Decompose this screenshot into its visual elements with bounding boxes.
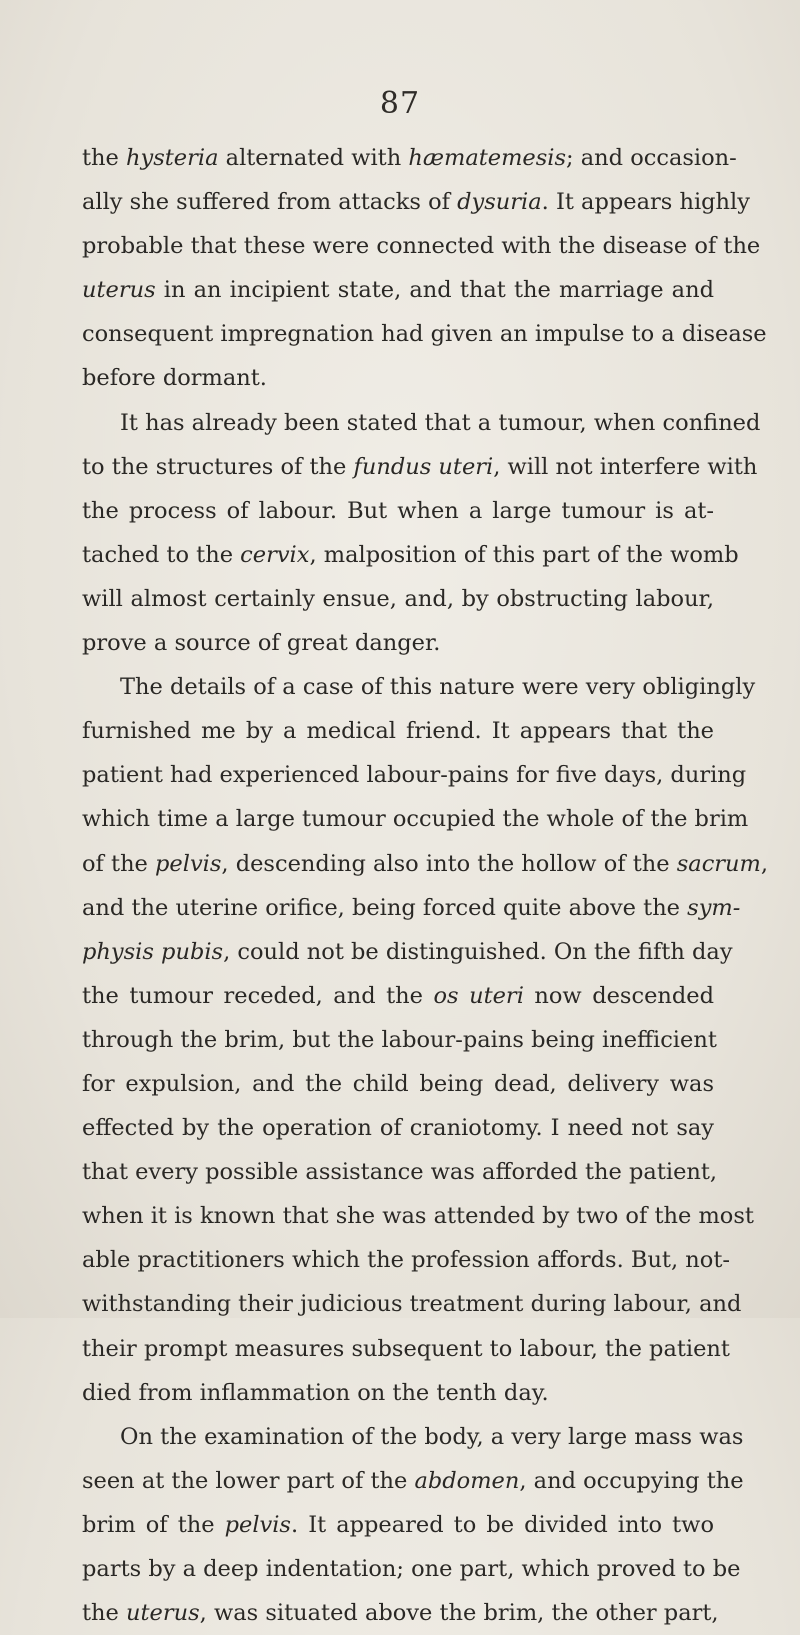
text-line — [82, 1018, 717, 1062]
italic-text: physis pubis — [82, 938, 224, 965]
italic-text: uterus — [82, 277, 156, 304]
text-line — [82, 1238, 730, 1282]
text-line — [82, 1503, 714, 1547]
text-segment: the tumour receded, and the — [82, 982, 434, 1009]
text-segment: able practitioners which the profession affords. But, not- — [82, 1247, 730, 1274]
text-segment: of the — [82, 850, 156, 877]
text-segment: died from inflammation on the tenth day. — [82, 1379, 549, 1406]
text-line — [82, 180, 750, 224]
italic-text: dysuria — [457, 189, 542, 216]
text-segment: their prompt measures subsequent to labour, the patient — [82, 1335, 730, 1362]
text-line — [82, 1547, 741, 1591]
text-line — [82, 797, 749, 841]
text-line — [82, 1282, 742, 1326]
text-segment: prove a source of great danger. — [82, 630, 441, 657]
text-line — [82, 1591, 719, 1635]
italic-text: hysteria — [126, 145, 219, 171]
text-segment: for expulsion, and the child being dead, delivery was — [82, 1070, 714, 1097]
text-line — [82, 842, 769, 886]
text-segment: now descended — [523, 982, 715, 1009]
text-segment: the — [82, 145, 127, 171]
text-segment: effected by the operation of craniotomy. I need not say — [82, 1115, 714, 1142]
italic-text: uterus — [126, 1600, 200, 1627]
italic-text: pelvis — [224, 1511, 291, 1538]
text-line — [82, 665, 756, 709]
text-segment: , — [760, 850, 769, 877]
text-segment: , and occupying the — [519, 1467, 744, 1494]
text-line — [82, 1106, 714, 1150]
text-segment: parts by a deep indentation; one part, which proved to be — [82, 1556, 741, 1582]
text-line — [82, 356, 714, 400]
text-segment: before dormant. — [82, 365, 267, 392]
text-segment: , could not be distinguished. On the fifth day — [223, 938, 733, 965]
text-segment: consequent impregnation had given an impulse to a disease — [82, 321, 767, 348]
text-line — [82, 753, 747, 797]
italic-text: pelvis — [155, 850, 222, 877]
text-line — [82, 1459, 744, 1503]
text-line — [82, 533, 739, 577]
italic-text: hæmatemesis — [408, 145, 567, 171]
text-segment: , was situated above the brim, the other part, — [199, 1600, 719, 1627]
text-line — [82, 1150, 718, 1194]
text-segment: , malposition of this part of the womb — [309, 541, 739, 568]
text-segment: that every possible assistance was afforded the patient, — [82, 1159, 718, 1186]
text-segment: , descending also into the hollow of the — [221, 850, 677, 877]
text-segment: through the brim, but the labour-pains being inefficient — [82, 1026, 717, 1053]
text-line — [82, 312, 767, 356]
text-segment: . It appeared to be divided into two — [290, 1511, 714, 1538]
text-line — [82, 401, 761, 445]
text-segment: and the uterine orifice, being forced quite above the — [82, 894, 688, 921]
text-line — [82, 709, 714, 753]
italic-text: os uteri — [433, 982, 524, 1009]
text-segment: the — [82, 1600, 127, 1627]
text-segment: On the examination of the body, a very large mass was — [120, 1423, 744, 1450]
text-line — [82, 1415, 744, 1459]
text-line — [82, 577, 714, 621]
italic-text: sacrum — [676, 850, 761, 877]
text-segment: patient had experienced labour-pains for five days, during — [82, 762, 747, 789]
text-segment: withstanding their judicious treatment during labour, and — [82, 1291, 742, 1318]
text-segment: alternated with — [218, 145, 409, 171]
text-line — [82, 1371, 714, 1415]
text-segment: . It appears highly — [541, 189, 750, 216]
text-segment: will almost certainly ensue, and, by obstructing labour, — [82, 585, 714, 612]
text-line — [82, 489, 714, 533]
text-segment: The details of a case of this nature were very obligingly — [120, 674, 756, 701]
italic-text: cervix — [240, 541, 310, 568]
text-segment: It has already been stated that a tumour, when confined — [120, 409, 761, 436]
text-segment: tached to the — [82, 541, 241, 568]
text-line — [82, 930, 733, 974]
text-segment: the process of labour. But when a large tumour is at- — [82, 497, 714, 524]
italic-text: abdomen — [414, 1467, 520, 1494]
text-segment: ; and occasion- — [566, 145, 737, 171]
text-line — [82, 621, 714, 665]
text-segment: furnished me by a medical friend. It appears that the — [82, 718, 714, 745]
text-segment: when it is known that she was attended by two of the most — [82, 1203, 754, 1230]
text-line — [82, 974, 714, 1018]
text-segment: brim of the — [82, 1511, 225, 1538]
text-line — [82, 445, 758, 489]
text-line — [82, 886, 741, 930]
text-segment: which time a large tumour occupied the whole of the brim — [82, 806, 749, 833]
text-segment: seen at the lower part of the — [82, 1467, 415, 1494]
italic-text: fundus uteri — [353, 453, 494, 480]
text-line — [82, 268, 714, 312]
text-segment: ally she suffered from attacks of — [82, 189, 458, 216]
text-segment: to the structures of the — [82, 453, 354, 480]
text-segment: , will not interfere with — [493, 453, 758, 480]
text-segment: in an incipient state, and that the marriage and — [155, 277, 714, 304]
text-line — [82, 1194, 754, 1238]
page-number: 87 — [379, 86, 421, 121]
text-line — [82, 1062, 714, 1106]
text-line — [82, 136, 737, 180]
body-text — [82, 136, 769, 1635]
text-segment: probable that these were connected with the disease of the — [82, 233, 761, 260]
italic-text: sym- — [687, 894, 741, 921]
text-line — [82, 1327, 730, 1371]
text-line — [82, 224, 761, 268]
